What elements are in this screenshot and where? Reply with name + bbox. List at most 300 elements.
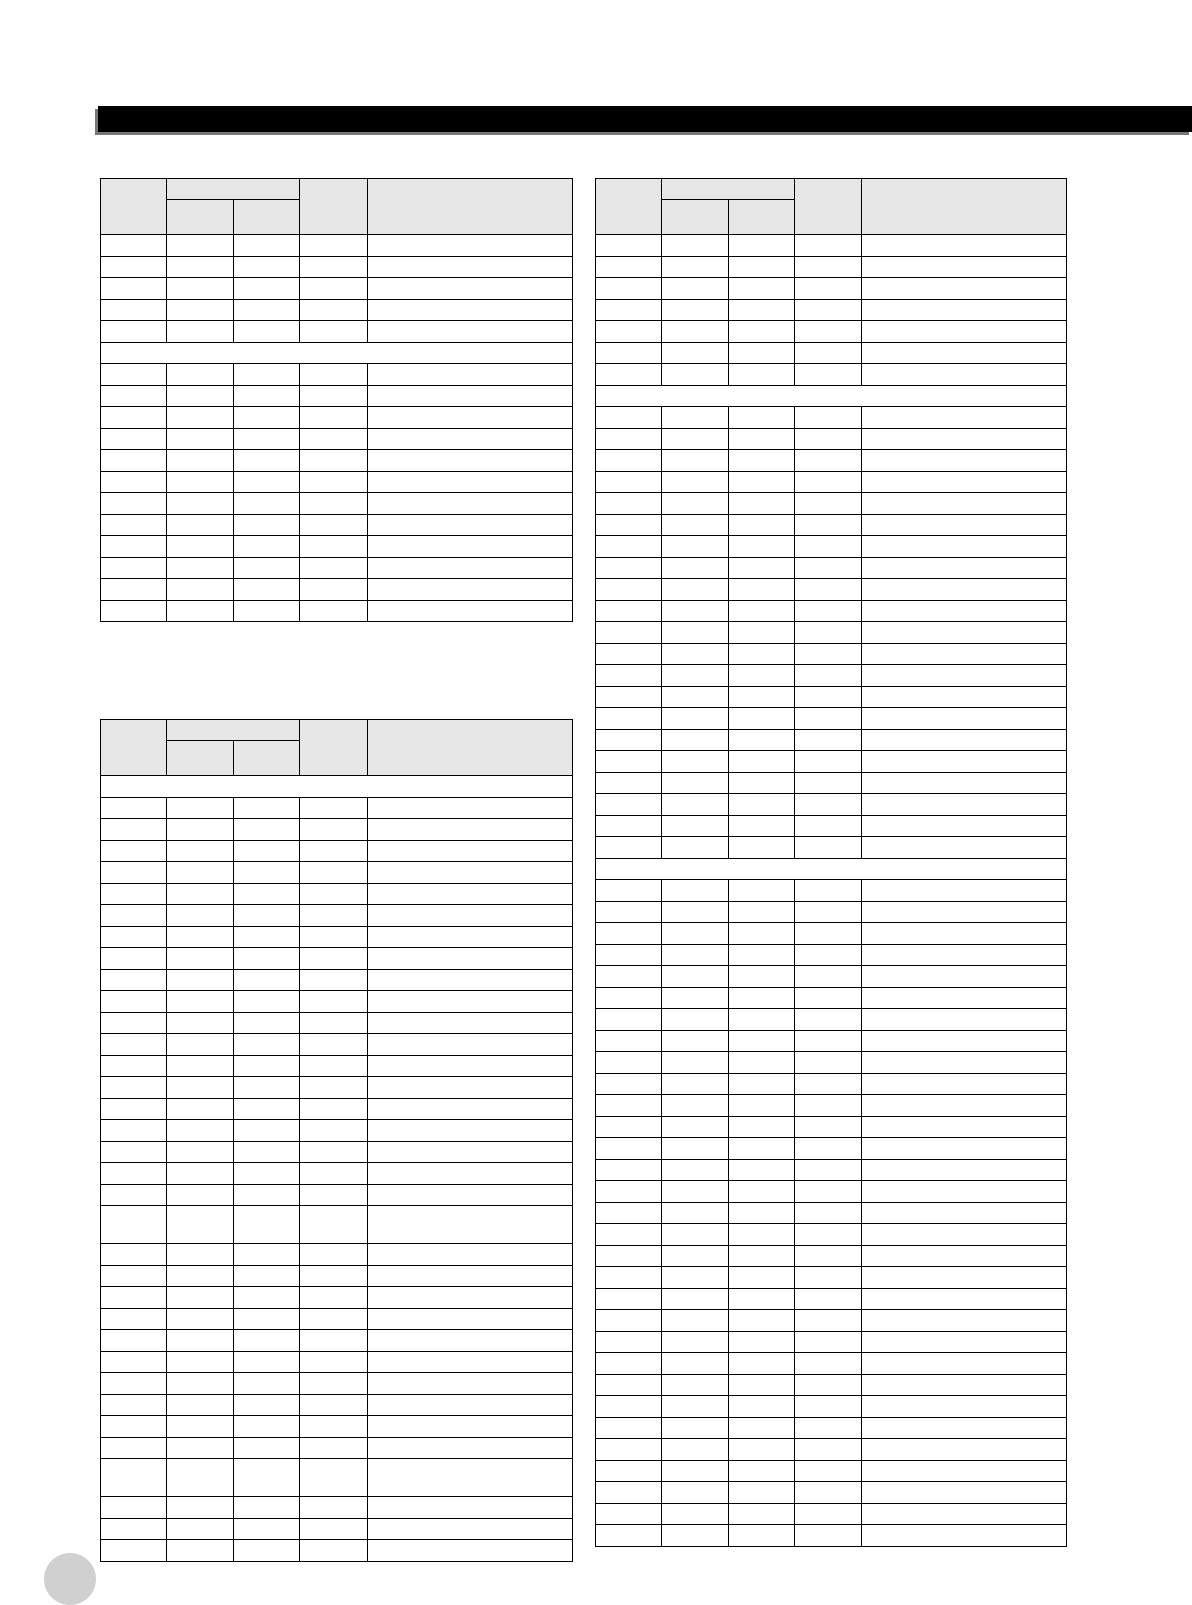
table-cell — [368, 1394, 573, 1416]
table-row — [596, 772, 1067, 794]
table-cell — [167, 1287, 234, 1309]
page-number-circle — [44, 1553, 96, 1605]
table-cell — [596, 901, 662, 923]
table-cell — [729, 1525, 795, 1547]
table-cell — [167, 1416, 234, 1438]
header-group-cell — [167, 720, 300, 741]
table-cell — [167, 600, 234, 622]
table-cell — [368, 862, 573, 884]
table-cell — [862, 321, 1067, 343]
table-cell — [234, 969, 300, 991]
table-row — [596, 235, 1067, 257]
table-cell — [662, 321, 729, 343]
table-cell — [101, 905, 167, 927]
table-cell — [862, 1374, 1067, 1396]
table-cell — [300, 1308, 368, 1330]
table-cell — [795, 342, 862, 364]
table-row — [596, 1331, 1067, 1353]
table-cell — [795, 772, 862, 794]
table-row — [596, 278, 1067, 300]
table-cell — [368, 1098, 573, 1120]
table-cell — [300, 1330, 368, 1352]
table-cell — [662, 837, 729, 859]
table-cell — [167, 407, 234, 429]
table-cell — [662, 407, 729, 429]
table-cell — [662, 944, 729, 966]
table-row — [596, 321, 1067, 343]
table-cell — [167, 471, 234, 493]
table-cell — [596, 815, 662, 837]
table-cell — [101, 1120, 167, 1142]
table-cell — [729, 944, 795, 966]
table-cell — [596, 1224, 662, 1246]
table-cell — [729, 536, 795, 558]
table-row — [596, 256, 1067, 278]
table-row — [596, 1116, 1067, 1138]
table-cell — [795, 837, 862, 859]
table-cell — [368, 1077, 573, 1099]
table-cell — [101, 1163, 167, 1185]
table-row — [101, 600, 573, 622]
table-cell — [596, 600, 662, 622]
table-row — [596, 729, 1067, 751]
table-cell — [862, 1181, 1067, 1203]
table-cell — [167, 1055, 234, 1077]
table-cell — [234, 1141, 300, 1163]
table-cell — [795, 1030, 862, 1052]
table-cell — [300, 1459, 368, 1497]
table-cell — [795, 686, 862, 708]
table-cell — [300, 1351, 368, 1373]
table-cell — [662, 772, 729, 794]
table-cell — [101, 819, 167, 841]
table-cell — [101, 1244, 167, 1266]
table-cell — [662, 536, 729, 558]
table-cell — [101, 1034, 167, 1056]
table-cell — [662, 1310, 729, 1332]
table-cell — [862, 1525, 1067, 1547]
table-row — [101, 1055, 573, 1077]
table-cell — [795, 1460, 862, 1482]
table-row — [596, 1052, 1067, 1074]
table-row — [101, 235, 573, 257]
table-row — [101, 1098, 573, 1120]
table-cell — [300, 797, 368, 819]
table-row — [101, 1459, 573, 1497]
header-group-cell — [662, 179, 795, 200]
table-cell — [596, 256, 662, 278]
table-row — [101, 256, 573, 278]
table-cell — [596, 514, 662, 536]
table-cell — [368, 1034, 573, 1056]
table-cell — [662, 235, 729, 257]
section-row — [596, 385, 1067, 407]
table-cell — [234, 557, 300, 579]
header-subcell — [167, 741, 234, 776]
table-cell — [368, 1437, 573, 1459]
table-cell — [300, 819, 368, 841]
table-cell — [729, 1439, 795, 1461]
table-cell — [368, 1163, 573, 1185]
table-row — [101, 905, 573, 927]
table-cell — [795, 557, 862, 579]
table-cell — [862, 1224, 1067, 1246]
header-subcell — [662, 200, 729, 235]
table-cell — [101, 991, 167, 1013]
table-row — [101, 536, 573, 558]
table-cell — [662, 1138, 729, 1160]
table-cell — [234, 1518, 300, 1540]
table-cell — [368, 299, 573, 321]
table-cell — [167, 969, 234, 991]
table-cell — [300, 278, 368, 300]
table-cell — [368, 926, 573, 948]
table-row — [596, 837, 1067, 859]
table-cell — [596, 1009, 662, 1031]
table-cell — [662, 1245, 729, 1267]
table-cell — [368, 278, 573, 300]
table-cell — [596, 1116, 662, 1138]
table-cell — [862, 278, 1067, 300]
table-cell — [729, 622, 795, 644]
table-cell — [862, 880, 1067, 902]
table-cell — [167, 493, 234, 515]
table-cell — [234, 1459, 300, 1497]
table-cell — [662, 1525, 729, 1547]
table-row — [596, 708, 1067, 730]
header-cell — [300, 720, 368, 776]
table-cell — [662, 686, 729, 708]
table-cell — [167, 883, 234, 905]
table-cell — [300, 471, 368, 493]
table-row — [596, 557, 1067, 579]
table-row — [101, 321, 573, 343]
table-cell — [167, 579, 234, 601]
table-cell — [729, 364, 795, 386]
table-cell — [101, 514, 167, 536]
table-cell — [167, 299, 234, 321]
table-cell — [300, 235, 368, 257]
table-cell — [101, 883, 167, 905]
table-cell — [795, 299, 862, 321]
header-cell — [862, 179, 1067, 235]
table-cell — [662, 729, 729, 751]
right-table-header — [596, 179, 1067, 235]
table-cell — [862, 1267, 1067, 1289]
table-cell — [596, 1417, 662, 1439]
table-cell — [596, 407, 662, 429]
table-cell — [596, 1331, 662, 1353]
table-cell — [234, 1437, 300, 1459]
table-row — [101, 1120, 573, 1142]
table-row — [101, 493, 573, 515]
bottom-left-table — [100, 719, 573, 1562]
table-row — [596, 665, 1067, 687]
table-cell — [596, 708, 662, 730]
table-cell — [167, 1351, 234, 1373]
table-cell — [596, 493, 662, 515]
table-cell — [167, 948, 234, 970]
table-cell — [596, 1482, 662, 1504]
table-cell — [596, 278, 662, 300]
top-left-table-header — [101, 179, 573, 235]
table-cell — [862, 772, 1067, 794]
table-row — [596, 1095, 1067, 1117]
table-cell — [662, 665, 729, 687]
table-cell — [101, 1012, 167, 1034]
table-cell — [729, 686, 795, 708]
table-cell — [234, 278, 300, 300]
table-cell — [167, 991, 234, 1013]
table-cell — [234, 1184, 300, 1206]
table-cell — [596, 987, 662, 1009]
table-cell — [662, 1439, 729, 1461]
table-cell — [368, 1055, 573, 1077]
table-cell — [167, 536, 234, 558]
header-cell — [300, 179, 368, 235]
table-cell — [729, 1331, 795, 1353]
table-cell — [729, 1009, 795, 1031]
table-cell — [729, 901, 795, 923]
table-row — [596, 1460, 1067, 1482]
table-cell — [662, 1503, 729, 1525]
header-subcell — [729, 200, 795, 235]
table-cell — [300, 1437, 368, 1459]
table-cell — [101, 1141, 167, 1163]
table-cell — [300, 926, 368, 948]
table-cell — [729, 514, 795, 536]
table-row — [596, 944, 1067, 966]
table-cell — [795, 1095, 862, 1117]
table-cell — [101, 600, 167, 622]
table-cell — [101, 278, 167, 300]
table-cell — [596, 1245, 662, 1267]
table-row — [101, 278, 573, 300]
table-cell — [795, 428, 862, 450]
table-cell — [862, 1116, 1067, 1138]
right-table-body — [596, 235, 1067, 1547]
table-cell — [729, 1224, 795, 1246]
table-cell — [729, 772, 795, 794]
table-cell — [795, 944, 862, 966]
table-cell — [596, 1460, 662, 1482]
table-cell — [300, 1287, 368, 1309]
table-cell — [167, 819, 234, 841]
table-row — [101, 514, 573, 536]
header-subcell — [234, 741, 300, 776]
table-cell — [662, 342, 729, 364]
table-cell — [795, 1417, 862, 1439]
table-cell — [234, 1416, 300, 1438]
table-cell — [729, 256, 795, 278]
table-cell — [234, 428, 300, 450]
table-row — [101, 926, 573, 948]
table-cell — [596, 579, 662, 601]
table-cell — [795, 1181, 862, 1203]
table-row — [596, 364, 1067, 386]
table-cell — [101, 1518, 167, 1540]
table-cell — [300, 1540, 368, 1562]
table-cell — [795, 514, 862, 536]
table-row — [596, 342, 1067, 364]
table-cell — [596, 880, 662, 902]
table-cell — [862, 450, 1067, 472]
table-row — [596, 299, 1067, 321]
table-cell — [167, 862, 234, 884]
table-cell — [101, 1416, 167, 1438]
table-cell — [234, 514, 300, 536]
table-cell — [729, 1460, 795, 1482]
table-cell — [101, 299, 167, 321]
table-cell — [596, 923, 662, 945]
table-cell — [101, 1459, 167, 1497]
table-cell — [795, 278, 862, 300]
table-cell — [862, 1439, 1067, 1461]
table-row — [596, 1288, 1067, 1310]
table-cell — [300, 536, 368, 558]
table-cell — [795, 708, 862, 730]
table-cell — [795, 1439, 862, 1461]
top-left-table-body — [101, 235, 573, 622]
table-cell — [167, 1394, 234, 1416]
table-cell — [368, 948, 573, 970]
table-row — [596, 923, 1067, 945]
table-cell — [795, 1525, 862, 1547]
table-cell — [729, 1095, 795, 1117]
table-cell — [729, 751, 795, 773]
table-cell — [795, 923, 862, 945]
table-cell — [167, 1163, 234, 1185]
table-cell — [300, 407, 368, 429]
table-cell — [234, 1055, 300, 1077]
table-cell — [101, 1077, 167, 1099]
table-cell — [234, 299, 300, 321]
table-cell — [234, 1163, 300, 1185]
table-row — [596, 1396, 1067, 1418]
table-cell — [795, 966, 862, 988]
table-row — [101, 1034, 573, 1056]
table-cell — [729, 1503, 795, 1525]
table-cell — [368, 797, 573, 819]
header-group-cell — [167, 179, 300, 200]
table-cell — [234, 1540, 300, 1562]
table-cell — [662, 1202, 729, 1224]
table-cell — [234, 1373, 300, 1395]
table-cell — [729, 428, 795, 450]
table-cell — [300, 1141, 368, 1163]
table-cell — [368, 1497, 573, 1519]
table-cell — [729, 1310, 795, 1332]
table-cell — [167, 1206, 234, 1244]
table-row — [101, 1012, 573, 1034]
table-cell — [662, 493, 729, 515]
table-cell — [167, 926, 234, 948]
table-cell — [368, 364, 573, 386]
table-cell — [662, 278, 729, 300]
table-cell — [167, 905, 234, 927]
table-cell — [300, 514, 368, 536]
section-cell — [101, 776, 573, 798]
table-cell — [596, 1095, 662, 1117]
table-cell — [596, 772, 662, 794]
table-cell — [167, 1141, 234, 1163]
table-cell — [662, 579, 729, 601]
table-row — [101, 1540, 573, 1562]
table-cell — [101, 1287, 167, 1309]
table-cell — [729, 321, 795, 343]
table-cell — [862, 1052, 1067, 1074]
table-cell — [795, 1116, 862, 1138]
table-cell — [795, 622, 862, 644]
table-row — [101, 1265, 573, 1287]
table-cell — [795, 364, 862, 386]
header-cell — [101, 179, 167, 235]
table-cell — [300, 256, 368, 278]
table-cell — [862, 1503, 1067, 1525]
table-cell — [795, 1224, 862, 1246]
table-row — [596, 1224, 1067, 1246]
table-cell — [300, 1184, 368, 1206]
table-cell — [368, 840, 573, 862]
table-cell — [368, 1330, 573, 1352]
table-cell — [729, 1052, 795, 1074]
table-cell — [368, 1120, 573, 1142]
table-cell — [862, 1417, 1067, 1439]
header-cell — [596, 179, 662, 235]
table-cell — [234, 385, 300, 407]
table-cell — [795, 321, 862, 343]
table-cell — [234, 883, 300, 905]
table-cell — [795, 880, 862, 902]
table-row — [101, 1351, 573, 1373]
table-cell — [662, 1009, 729, 1031]
table-cell — [234, 1244, 300, 1266]
table-cell — [234, 493, 300, 515]
table-row — [101, 1373, 573, 1395]
table-cell — [368, 1540, 573, 1562]
table-cell — [300, 1416, 368, 1438]
table-row — [596, 1159, 1067, 1181]
table-row — [596, 1353, 1067, 1375]
table-cell — [368, 385, 573, 407]
table-cell — [101, 407, 167, 429]
table-cell — [368, 450, 573, 472]
table-cell — [795, 794, 862, 816]
table-cell — [729, 1181, 795, 1203]
table-cell — [729, 1353, 795, 1375]
table-cell — [101, 862, 167, 884]
table-cell — [662, 1460, 729, 1482]
table-cell — [662, 901, 729, 923]
table-row — [101, 407, 573, 429]
table-cell — [300, 1055, 368, 1077]
table-cell — [729, 600, 795, 622]
table-cell — [101, 1184, 167, 1206]
table-cell — [662, 1396, 729, 1418]
table-cell — [795, 987, 862, 1009]
table-cell — [729, 923, 795, 945]
table-row — [596, 643, 1067, 665]
table-row — [101, 840, 573, 862]
table-cell — [596, 1396, 662, 1418]
table-cell — [101, 1394, 167, 1416]
table-cell — [795, 729, 862, 751]
table-cell — [234, 450, 300, 472]
table-row — [596, 1525, 1067, 1547]
section-row — [596, 858, 1067, 880]
table-cell — [167, 557, 234, 579]
table-cell — [300, 1034, 368, 1056]
